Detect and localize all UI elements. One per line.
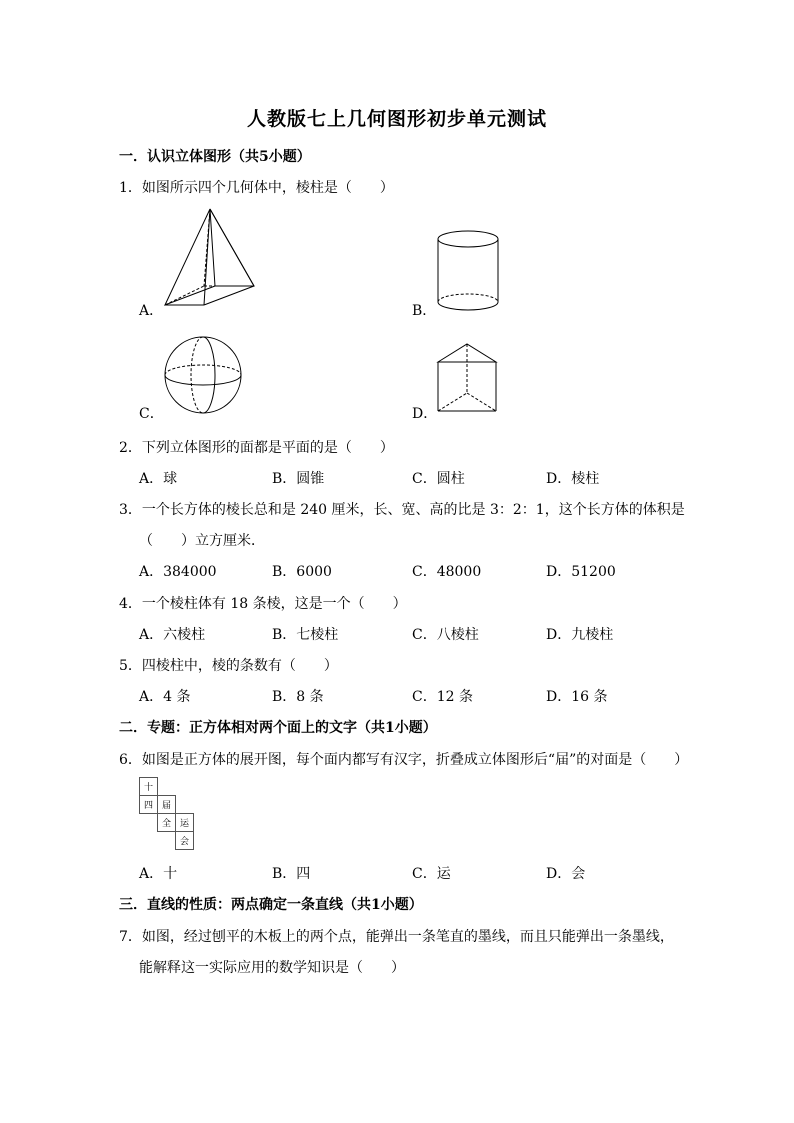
question-7-text-cont: 能解释这一实际应用的数学知识是（ ） <box>139 960 405 976</box>
q6-option-b[interactable]: B．四 <box>272 866 311 882</box>
triangular-prism-icon <box>437 343 499 415</box>
section-heading-2: 二．专题：正方体相对两个面上的文字（共1小题） <box>119 720 437 736</box>
q4-option-a[interactable]: A．六棱柱 <box>139 627 206 643</box>
q3-option-d[interactable]: D．51200 <box>546 564 616 580</box>
q3-option-c[interactable]: C．48000 <box>412 564 482 580</box>
net-cell: 全 <box>158 814 176 832</box>
q3-option-a[interactable]: A．384000 <box>139 564 217 580</box>
q1-option-b[interactable]: B． <box>412 303 437 319</box>
question-3-text: 3．一个长方体的棱长总和是 240 厘米，长、宽、高的比是 3：2：1，这个长方体的体积是 <box>119 502 685 518</box>
q2-option-c[interactable]: C．圆柱 <box>412 471 465 487</box>
net-cell: 四 <box>140 796 158 814</box>
q6-option-c[interactable]: C．运 <box>412 866 451 882</box>
q2-option-a[interactable]: A．球 <box>139 471 178 487</box>
question-4-text: 4．一个棱柱体有 18 条棱，这是一个（ ） <box>119 596 407 612</box>
section-heading-3: 三．直线的性质：两点确定一条直线（共1小题） <box>119 897 423 913</box>
q4-option-c[interactable]: C．八棱柱 <box>412 627 479 643</box>
question-5-text: 5．四棱柱中，棱的条数有（ ） <box>119 658 338 674</box>
pyramid-icon <box>160 207 260 317</box>
page-title: 人教版七上几何图形初步单元测试 <box>246 108 547 130</box>
q5-option-b[interactable]: B．8 条 <box>272 689 324 705</box>
q1-option-a[interactable]: A． <box>139 303 164 319</box>
cylinder-icon <box>436 229 502 315</box>
question-2-text: 2．下列立体图形的面都是平面的是（ ） <box>119 440 394 456</box>
q4-option-b[interactable]: B．七棱柱 <box>272 627 339 643</box>
sphere-icon <box>163 334 243 416</box>
q4-option-d[interactable]: D．九棱柱 <box>546 627 614 643</box>
net-cell: 届 <box>158 796 176 814</box>
q6-option-a[interactable]: A．十 <box>139 866 178 882</box>
question-7-text: 7．如图，经过刨平的木板上的两个点，能弹出一条笔直的墨线，而且只能弹出一条墨线， <box>119 929 674 945</box>
q3-option-b[interactable]: B．6000 <box>272 564 332 580</box>
question-1-text: 1．如图所示四个几何体中，棱柱是（ ） <box>119 180 394 196</box>
q6-option-d[interactable]: D．会 <box>546 866 586 882</box>
net-cell: 运 <box>176 814 194 832</box>
net-cell: 会 <box>176 832 194 850</box>
q1-option-d[interactable]: D． <box>412 406 438 422</box>
cube-net-diagram <box>139 777 194 850</box>
q5-option-d[interactable]: D．16 条 <box>546 689 608 705</box>
question-3-text-cont: （ ）立方厘米． <box>139 533 265 549</box>
q5-option-c[interactable]: C．12 条 <box>412 689 473 705</box>
net-cell: 十 <box>140 778 158 796</box>
q2-option-d[interactable]: D．棱柱 <box>546 471 600 487</box>
q2-option-b[interactable]: B．圆锥 <box>272 471 325 487</box>
question-6-text: 6．如图是正方体的展开图，每个面内都写有汉字，折叠成立体图形后“届”的对面是（ ） <box>119 752 689 768</box>
q5-option-a[interactable]: A．4 条 <box>139 689 191 705</box>
q1-option-c[interactable]: C． <box>139 406 164 422</box>
section-heading-1: 一．认识立体图形（共5小题） <box>119 149 311 165</box>
